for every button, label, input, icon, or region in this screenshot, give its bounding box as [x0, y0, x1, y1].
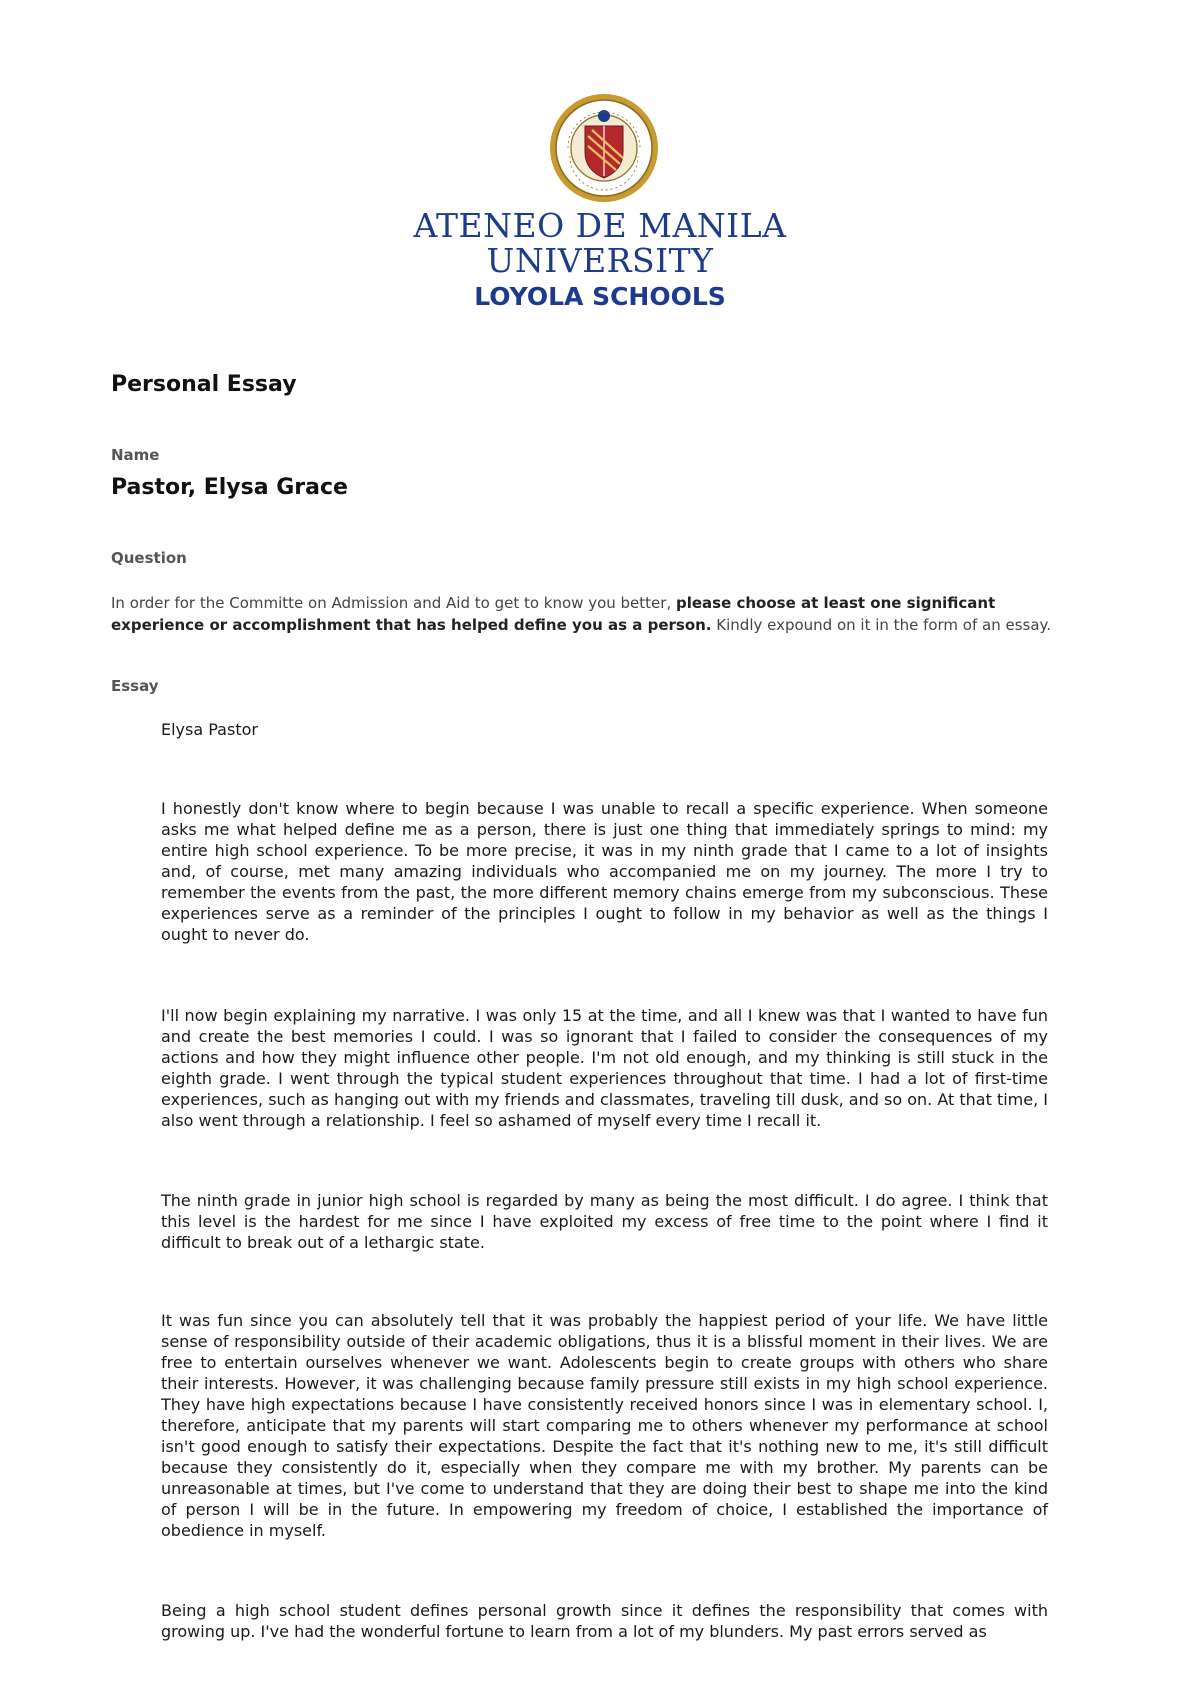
essay-paragraph: I'll now begin explaining my narrative. I was only 15 at the time, and all I knew was that I wanted to have fun and create the best memories I could. I was so ignorant that I failed to consider the consequences of my actions and how they might influence other people. I'm not old enough, and my thinking is still stuck in the eighth grade. I went through the typical student experiences throughout that time. I had a lot of first-time experiences, such as hanging out with my friends and classmates, traveling till dusk, and so on. At that time, I also went through a relationship. I feel so ashamed of myself every time I recall it.: [161, 1006, 1048, 1130]
essay-paragraph: It was fun since you can absolutely tell that it was probably the happiest period of your life. We have little sense of responsibility outside of their academic obligations, thus it is a blissful moment in their lives. We are free to entertain ourselves whenever we want. Adolescents begin to create groups with others who share their interests. However, it was challenging because family pressure still exists in my high school experience. They have high expectations because I have consistently received honors since I was in elementary school. I, therefore, anticipate that my parents will start comparing me to others whenever my performance at school isn't good enough to satisfy their expectations. Despite the fact that it's nothing new to me, it's still difficult because they consistently do it, especially when they compare me with my brother. My parents can be unreasonable at times, but I've come to understand that they are doing their best to shape me into the kind of person I will be in the future. In empowering my freedom of choice, I established the importance of obedience in myself.: [161, 1311, 1048, 1540]
question-intro: In order for the Committe on Admission and Aid to get to know you better,: [111, 594, 676, 612]
name-label: Name: [111, 446, 160, 464]
university-seal-icon: [548, 92, 660, 204]
essay-paragraph: I honestly don't know where to begin because I was unable to recall a specific experience. When someone asks me what helped define me as a person, there is just one thing that immediately springs to mind: my entire high school experience. To be more precise, it was in my ninth grade that I came to a lot of insights and, of course, met many amazing individuals who accompanied me on my journey. The more I try to remember the events from the past, the more different memory chains emerge from my subconscious. These experiences serve as a reminder of the principles I ought to follow in my behavior as well as the things I ought to never do.: [161, 799, 1048, 944]
essay-label: Essay: [111, 677, 159, 695]
essay-author: Elysa Pastor: [161, 720, 258, 739]
university-name-line2: UNIVERSITY: [486, 241, 714, 280]
student-name: Pastor, Elysa Grace: [111, 475, 348, 500]
school-name: LOYOLA SCHOOLS: [474, 282, 726, 311]
question-label: Question: [111, 549, 187, 567]
question-emphasis: please choose at least one significant experience or accomplishment that has helped define you as a person.: [111, 594, 996, 634]
essay-paragraph: The ninth grade in junior high school is regarded by many as being the most difficult. I do agree. I think that this level is the hardest for me since I have exploited my excess of free time to the point where I find it difficult to break out of a lethargic state.: [161, 1191, 1048, 1252]
question-text: [111, 592, 1071, 636]
essay-paragraph: Being a high school student defines personal growth since it defines the responsibility that comes with growing up. I've had the wonderful fortune to learn from a lot of my blunders. My past errors served as: [161, 1601, 1048, 1641]
document-title: Personal Essay: [111, 372, 297, 397]
university-name-line1: ATENEO DE MANILA: [413, 206, 787, 245]
question-outro: Kindly expound on it in the form of an essay.: [711, 616, 1052, 634]
